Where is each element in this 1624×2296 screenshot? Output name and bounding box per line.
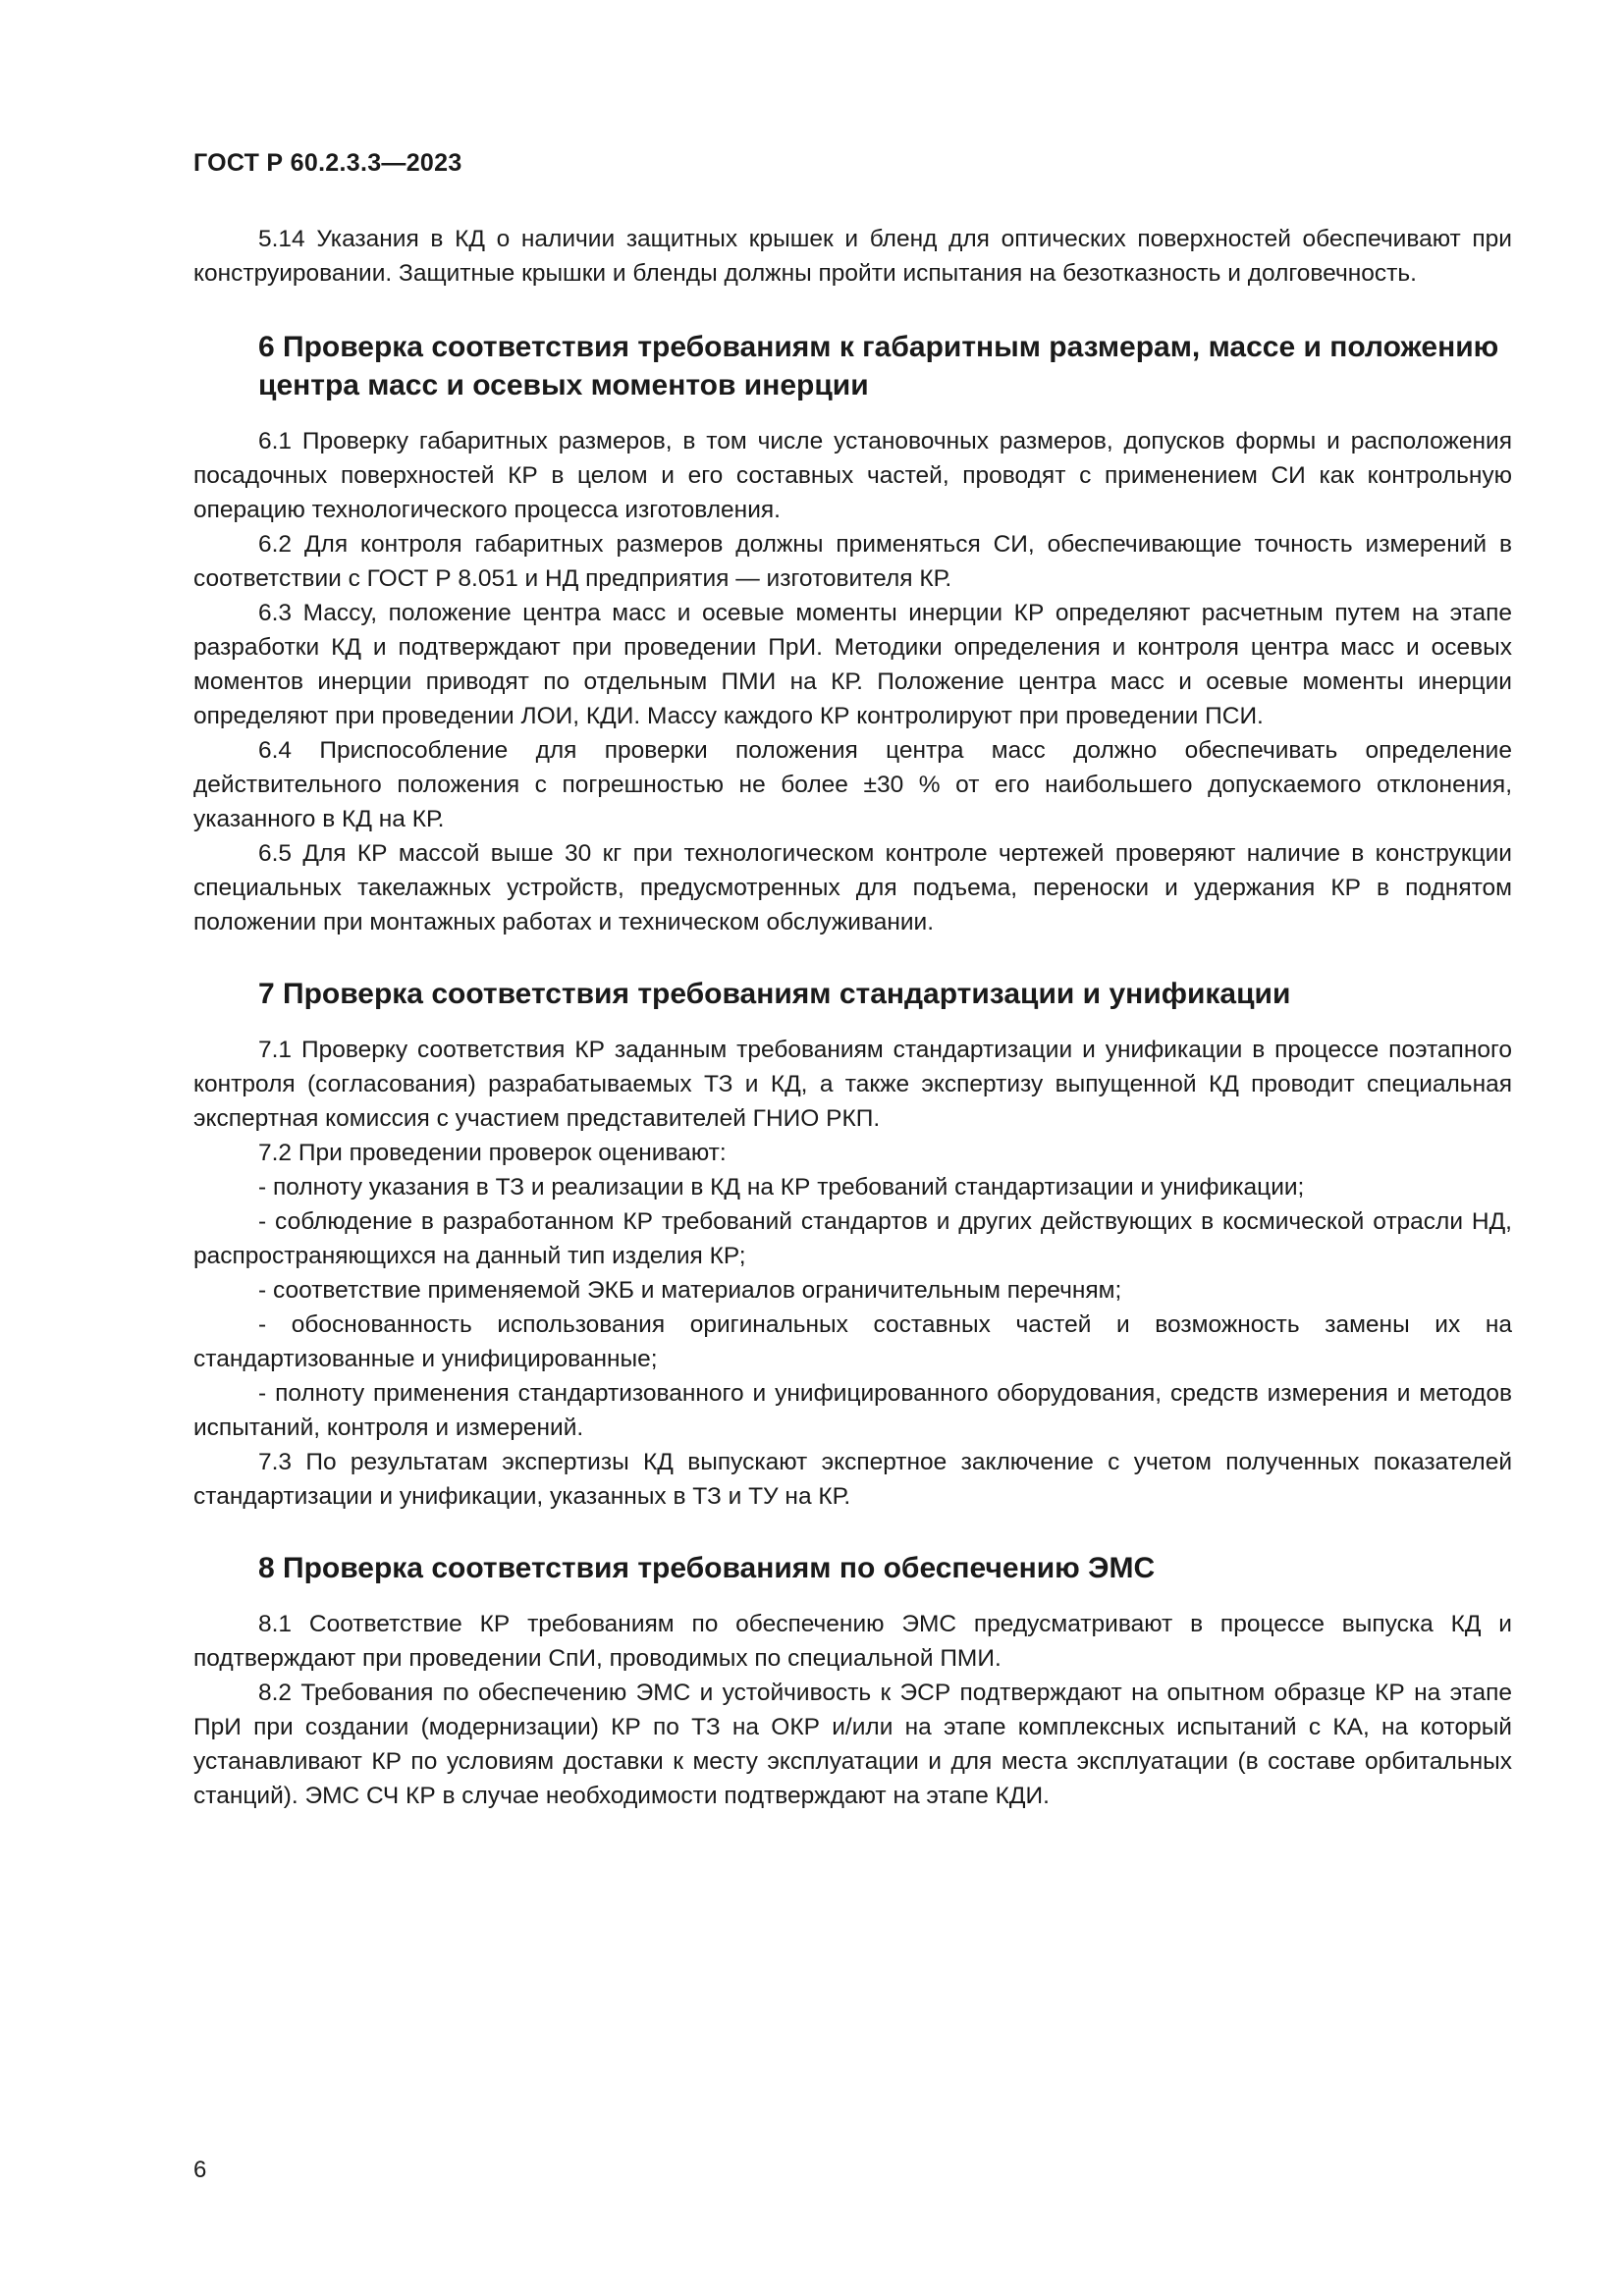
- paragraph-8-1: 8.1 Соответствие КР требованиям по обеспечению ЭМС предусматривают в процессе выпуска КД и подтверждают при проведении СпИ, проводимых по специальной ПМИ.: [193, 1611, 1512, 1672]
- page-number: 6: [193, 2157, 207, 2183]
- section-heading-6: 6 Проверка соответствия требованиям к габаритным размерам, массе и положению центра масс и осевых моментов инерции: [258, 331, 1499, 401]
- paragraph-6-5: 6.5 Для КР массой выше 30 кг при технологическом контроле чертежей проверяют наличие в конструкции специальных такелажных устройств, предусмотренных для подъема, переноски и удержания КР в поднятом положении при монтажных работах и техническом обслуживании.: [193, 840, 1512, 935]
- paragraph-7-3: 7.3 По результатам экспертизы КД выпускают экспертное заключение с учетом полученных показателей стандартизации и унификации, указанных в ТЗ и ТУ на КР.: [193, 1449, 1512, 1510]
- paragraph-6-4: 6.4 Приспособление для проверки положения центра масс должно обеспечивать определение действительного положения с погрешностью не более ±30 % от его наибольшего допускаемого отклонения, указанного в КД на КР.: [193, 737, 1512, 832]
- list-item: - соблюдение в разработанном КР требований стандартов и других действующих в космической отрасли НД, распространяющихся на данный тип изделия КР;: [193, 1208, 1512, 1269]
- paragraph-6-3: 6.3 Массу, положение центра масс и осевые моменты инерции КР определяют расчетным путем на этапе разработки КД и подтверждают при проведении ПрИ. Методики определения и контроля центра масс и осевых моментов инерции приводят по отдельным ПМИ на КР. Положение центра масс и осевые моменты инерции определяют при проведении ЛОИ, КДИ. Массу каждого КР контролируют при проведении ПСИ.: [193, 600, 1512, 729]
- section-heading-8: 8 Проверка соответствия требованиям по обеспечению ЭМС: [258, 1552, 1156, 1584]
- list-item: - соответствие применяемой ЭКБ и материалов ограничительным перечням;: [258, 1277, 1122, 1304]
- paragraph-8-2: 8.2 Требования по обеспечению ЭМС и устойчивость к ЭСР подтверждают на опытном образце КР на этапе ПрИ при создании (модернизации) КР по ТЗ на ОКР и/или на этапе комплексных испытаний с КА, на который устанавливают КР по условиям доставки к месту эксплуатации и для места эксплуатации (в составе орбитальных станций). ЭМС СЧ КР в случае необходимости подтверждают на этапе КДИ.: [193, 1680, 1512, 1809]
- paragraph-6-1: 6.1 Проверку габаритных размеров, в том числе установочных размеров, допусков формы и расположения посадочных поверхностей КР в целом и его составных частей, проводят с применением СИ как контрольную операцию технологического процесса изготовления.: [193, 428, 1512, 523]
- section-heading-7: 7 Проверка соответствия требованиям стандартизации и унификации: [258, 978, 1291, 1010]
- list-item: - полноту указания в ТЗ и реализации в КД на КР требований стандартизации и унификации;: [258, 1174, 1305, 1201]
- document-body: [193, 222, 1512, 1813]
- list-item: - обоснованность использования оригинальных составных частей и возможность замены их на стандартизованные и унифицированные;: [193, 1311, 1512, 1372]
- document-header: ГОСТ Р 60.2.3.3—2023: [193, 149, 462, 177]
- paragraph-7-1: 7.1 Проверку соответствия КР заданным требованиям стандартизации и унификации в процессе поэтапного контроля (согласования) разрабатываемых ТЗ и КД, а также экспертизу выпущенной КД проводит специальная экспертная комиссия с участием представителей ГНИО РКП.: [193, 1037, 1512, 1132]
- paragraph-7-2: 7.2 При проведении проверок оценивают:: [258, 1140, 727, 1166]
- paragraph-6-2: 6.2 Для контроля габаритных размеров должны применяться СИ, обеспечивающие точность измерений в соответствии с ГОСТ Р 8.051 и НД предприятия — изготовителя КР.: [193, 531, 1512, 592]
- paragraph-5-14: 5.14 Указания в КД о наличии защитных крышек и бленд для оптических поверхностей обеспечивают при конструировании. Защитные крышки и бленды должны пройти испытания на безотказность и долговечность.: [193, 226, 1512, 287]
- list-item: - полноту применения стандартизованного и унифицированного оборудования, средств измерения и методов испытаний, контроля и измерений.: [193, 1380, 1512, 1441]
